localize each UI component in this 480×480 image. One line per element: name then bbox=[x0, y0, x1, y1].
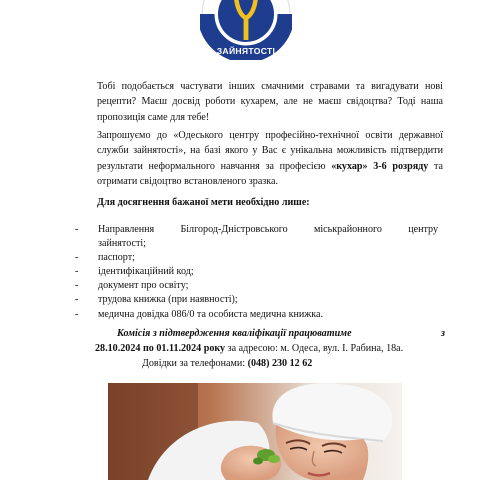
phone-number: (048) 230 12 62 bbox=[247, 358, 313, 369]
requirements-title: Для досягнення бажаної мети необхідно лише: bbox=[97, 197, 310, 208]
phones-line bbox=[95, 356, 450, 371]
list-item bbox=[75, 223, 445, 251]
requirements-list bbox=[75, 223, 445, 322]
intro-paragraph: Тобі подобається частувати інших смачними стравами та вигадувати нові рецепти? Маєш досвід роботи кухарем, але не маєш свідоцтва? Тоді наша пропозиція саме для тебе! bbox=[97, 81, 443, 123]
invite-part2: та отримати свідоцтво встановленого зразка. bbox=[97, 160, 443, 188]
commission-block bbox=[95, 326, 450, 371]
commission-dates-address bbox=[95, 341, 450, 356]
invite-part1: Запрошуємо до «Одеського центру професійно-технічної освіти державної служби зайнятості», на базі якого у Вас є унікальна можливість підтвердити результати неформального навчання за професією bbox=[97, 130, 443, 172]
logo-text-bottom: ЗАЙНЯТОСТІ bbox=[216, 46, 276, 56]
employment-service-logo bbox=[200, 0, 292, 60]
requirement-referral-cont: зайнятості; bbox=[98, 238, 146, 250]
list-item: - документ про освіту; bbox=[75, 279, 445, 293]
list-item: - медична довідка 086/0 та особиста медична книжка. bbox=[75, 308, 445, 322]
chef-photo bbox=[108, 383, 402, 480]
commission-heading bbox=[95, 326, 450, 341]
list-item: - ідентифікаційний код; bbox=[75, 265, 445, 279]
list-item: - трудова книжка (при наявності); bbox=[75, 293, 445, 307]
profession-name: «кухар» 3-6 розряду bbox=[331, 160, 429, 172]
requirement-referral: - Направлення Білгород-Дністровського міськрайонного центру bbox=[98, 224, 438, 235]
commission-heading-text: Комісія з підтвердження кваліфікації працюватиме bbox=[117, 328, 352, 339]
commission-address: за адресою: м. Одеса, вул. І. Рабина, 18а. bbox=[225, 343, 404, 354]
commission-heading-end: з bbox=[441, 328, 445, 339]
phones-label: Довідки за телефонами: bbox=[142, 358, 248, 369]
commission-dates: 28.10.2024 по 01.11.2024 року bbox=[95, 343, 226, 354]
list-item: - паспорт; bbox=[75, 251, 445, 265]
invite-paragraph bbox=[97, 128, 443, 190]
